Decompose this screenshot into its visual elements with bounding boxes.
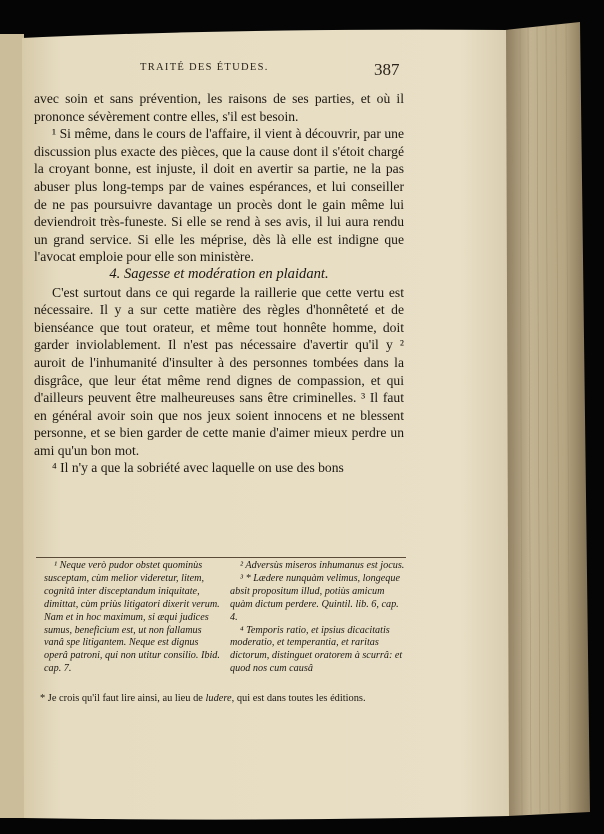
page-number: 387	[374, 60, 400, 79]
book-page	[22, 38, 510, 818]
paragraph-2: ¹ Si même, dans le cours de l'affaire, il vient à découvrir, par une discussion plus exacte des pièces, que la cause dont il s'étoit chargé la croyant bonne, est injuste, il doit en avertir sa partie, ne la pas abuser plus long-temps par de vaines espérances, et lui conseiller de ne pas poursuivre davantage un procès dont le gain même lui deviendroit très-funeste. Si elle se rend à ses avis, il lui aura rendu un grand service. Si elle les méprise, dès là elle est indigne que l'avocat emploie pour elle son ministère.	[34, 126, 404, 265]
running-title: TRAITÉ DES ÉTUDES.	[140, 62, 269, 73]
paragraph-1: avec soin et sans prévention, les raisons de ses parties, et où il prononce sévèrement contre elles, s'il est besoin.	[34, 91, 404, 124]
editor-note-emph: ludere	[205, 693, 232, 704]
editor-note	[40, 692, 416, 705]
footnote-2: ² Adversùs miseros inhumanus est jocus.	[240, 560, 405, 571]
footnote-3: ³ * Lædere nunquàm velimus, longeque absit propositum illud, potiùs amicum quàm dictum perdere. Quintil. lib. 6, cap. 4.	[230, 572, 400, 623]
footnotes-left-column	[44, 560, 222, 676]
editor-note-post: , qui est dans toutes les éditions.	[231, 693, 366, 704]
paragraph-4: ⁴ Il n'y a que la sobriété avec laquelle on use des bons	[52, 460, 344, 476]
section-title: 4. Sagesse et modération en plaidant.	[109, 265, 329, 282]
footnote-4: ⁴ Temporis ratio, et ipsius dicacitatis moderatio, et temperantia, et raritas dictorum, distinguet oratorem à scurrâ: et quod nos cum causâ	[230, 624, 403, 675]
left-page-sliver	[0, 34, 24, 818]
footnote-rule	[36, 557, 406, 558]
footnotes-right-column	[230, 560, 408, 676]
main-text	[34, 90, 404, 477]
editor-note-pre: * Je crois qu'il faut lire ainsi, au lieu de	[40, 693, 206, 704]
footnote-1: ¹ Neque verò pudor obstet quominùs susceptam, cùm melior videretur, litem, cognitâ inter disceptandum iniquitate, dimittat, cùm priùs litigatori dixerit verum. Nam et in hoc maximum, si æqui judices sumus, beneficium est, ut non fallamus vanâ spe litigantem. Neque est dignus operâ patroni, qui non utitur consilio. Ibid. cap. 7.	[44, 560, 220, 675]
paragraph-3: C'est surtout dans ce qui regarde la raillerie que cette vertu est nécessaire. Il y a sur cette matière des règles d'honnêteté et de bienséance que tout orateur, et même tout honnête homme, doit garder inviolablement. Il n'est pas nécessaire d'avertir qu'il y ² auroit de l'inhumanité d'insulter à des personnes tombées dans la disgrâce, que leur état même rend dignes de compassion, et qui d'ailleurs peuvent être malheureuses sans être criminelles. ³ Il faut en général avoir soin que nos jeux soient innocens et ne blessent personne, et se bien garder de cette manie d'aimer mieux perdre un ami qu'un bon mot.	[34, 284, 404, 458]
